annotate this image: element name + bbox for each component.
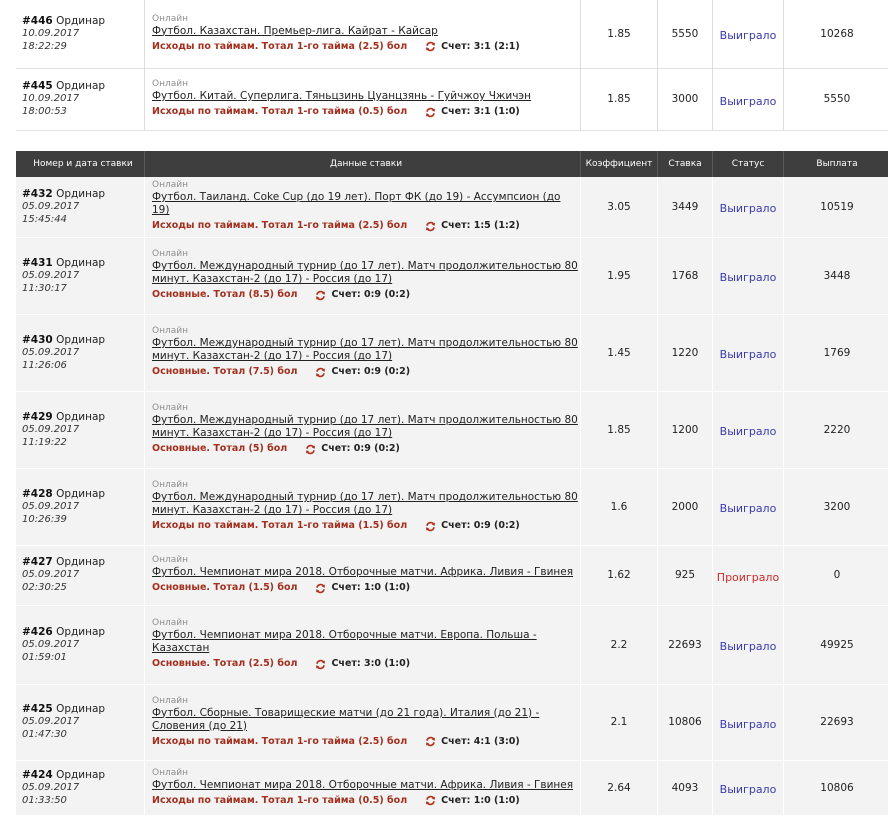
bet-mode: Онлайн bbox=[152, 13, 188, 24]
stake-cell: 2000 bbox=[658, 468, 713, 545]
coefficient-cell: 1.85 bbox=[581, 391, 658, 468]
bet-id-cell bbox=[16, 314, 145, 391]
payout-cell: 10519 bbox=[784, 177, 888, 237]
score-text: Счет: 3:0 (1:0) bbox=[331, 658, 411, 669]
bet-mode: Онлайн bbox=[152, 695, 188, 706]
bet-data-cell bbox=[145, 605, 581, 684]
bet-id-cell bbox=[16, 237, 145, 314]
bet-data-cell bbox=[145, 177, 581, 237]
bet-data-cell bbox=[145, 545, 581, 605]
bet-date: 05.09.2017 bbox=[22, 346, 80, 358]
bet-number: #431 bbox=[22, 256, 53, 269]
refresh-icon[interactable] bbox=[425, 795, 436, 806]
bet-type: Ординар bbox=[56, 14, 106, 27]
bet-id-cell bbox=[16, 0, 145, 68]
score-text: Счет: 3:1 (1:0) bbox=[441, 106, 520, 117]
refresh-icon[interactable] bbox=[425, 221, 436, 232]
bets-table-previous bbox=[16, 0, 888, 131]
table-row bbox=[16, 605, 888, 684]
bet-number: #425 bbox=[22, 703, 53, 715]
bet-type: Ординар bbox=[56, 333, 106, 346]
bet-data-cell bbox=[145, 237, 581, 314]
bet-id-cell bbox=[16, 68, 145, 130]
bet-mode: Онлайн bbox=[152, 555, 188, 565]
coefficient-cell: 2.1 bbox=[581, 684, 658, 760]
status-cell bbox=[713, 314, 784, 391]
bet-time: 11:19:22 bbox=[22, 436, 67, 448]
table-row bbox=[16, 684, 888, 760]
payout-cell: 22693 bbox=[784, 684, 888, 760]
bet-time: 01:33:50 bbox=[22, 794, 67, 806]
bet-id-cell bbox=[16, 605, 145, 684]
payout-cell: 3200 bbox=[784, 468, 888, 545]
bet-date: 05.09.2017 bbox=[22, 569, 80, 580]
bet-type: Ординар bbox=[56, 410, 106, 423]
bet-data-cell bbox=[145, 468, 581, 545]
bet-date: 05.09.2017 bbox=[22, 781, 80, 793]
outcome-text: Основные. Тотал (2.5) бол bbox=[152, 658, 298, 669]
bet-time: 11:30:17 bbox=[22, 282, 67, 294]
coefficient-cell: 2.2 bbox=[581, 605, 658, 684]
score-block bbox=[425, 735, 520, 749]
score-block bbox=[425, 219, 520, 233]
status-cell bbox=[713, 605, 784, 684]
bet-time: 15:45:44 bbox=[22, 213, 67, 225]
table-row bbox=[16, 760, 888, 815]
stake-cell: 4093 bbox=[658, 760, 713, 815]
bet-date: 10.09.2017 bbox=[22, 93, 80, 104]
status-cell bbox=[713, 468, 784, 545]
payout-cell: 10268 bbox=[784, 0, 888, 68]
outcome-text: Исходы по таймам. Тотал 1-го тайма (2.5) бол bbox=[152, 220, 408, 232]
table-row bbox=[16, 237, 888, 314]
score-block bbox=[305, 442, 400, 456]
event-link[interactable]: Футбол. Чемпионат мира 2018. Отборочные матчи. Африка. Ливия - Гвинея bbox=[152, 778, 574, 791]
bet-time: 11:26:06 bbox=[22, 359, 67, 371]
score-block bbox=[315, 365, 410, 379]
bet-number: #432 bbox=[22, 187, 53, 200]
refresh-icon[interactable] bbox=[315, 659, 326, 670]
coefficient-cell: 1.45 bbox=[581, 314, 658, 391]
bet-number: #446 bbox=[22, 14, 53, 27]
refresh-icon[interactable] bbox=[425, 521, 436, 532]
header-stake: Ставка bbox=[658, 151, 713, 177]
table-row bbox=[16, 545, 888, 605]
status-cell bbox=[713, 0, 784, 68]
bet-type: Ординар bbox=[56, 256, 106, 269]
stake-cell: 3000 bbox=[658, 68, 713, 130]
payout-cell: 10806 bbox=[784, 760, 888, 815]
bet-id-cell bbox=[16, 760, 145, 815]
status-badge: Выиграло bbox=[719, 640, 777, 653]
bet-mode: Онлайн bbox=[152, 403, 188, 413]
refresh-icon[interactable] bbox=[425, 736, 436, 747]
bet-date: 05.09.2017 bbox=[22, 638, 80, 650]
score-text: Счет: 0:9 (0:2) bbox=[441, 520, 520, 531]
status-badge: Выиграло bbox=[719, 94, 777, 108]
bet-mode: Онлайн bbox=[152, 326, 188, 336]
score-text: Счет: 0:9 (0:2) bbox=[331, 366, 411, 377]
status-badge: Выиграло bbox=[719, 502, 777, 515]
bet-date: 05.09.2017 bbox=[22, 200, 80, 212]
status-cell bbox=[713, 68, 784, 130]
score-block bbox=[425, 105, 520, 119]
outcome-text: Основные. Тотал (1.5) бол bbox=[152, 582, 298, 593]
bet-date: 05.09.2017 bbox=[22, 423, 80, 435]
bet-number: #430 bbox=[22, 333, 53, 346]
status-cell bbox=[713, 684, 784, 760]
status-badge: Выиграло bbox=[719, 717, 777, 731]
bet-mode: Онлайн bbox=[152, 618, 188, 628]
bet-type: Ординар bbox=[56, 703, 106, 715]
outcome-text: Исходы по таймам. Тотал 1-го тайма (2.5) бол bbox=[152, 40, 408, 52]
bet-time: 18:22:29 bbox=[22, 40, 67, 52]
outcome-text: Основные. Тотал (8.5) бол bbox=[152, 289, 298, 300]
score-block bbox=[315, 657, 410, 671]
score-text: Счет: 0:9 (0:2) bbox=[321, 443, 400, 454]
outcome-text: Основные. Тотал (7.5) бол bbox=[152, 366, 298, 377]
table-row bbox=[16, 68, 888, 130]
bet-date: 05.09.2017 bbox=[22, 716, 80, 727]
event-link[interactable]: Футбол. Китай. Суперлига. Тяньцзинь Цуанцзянь - Гуйчжоу Чжичэн bbox=[152, 90, 532, 102]
table-row bbox=[16, 468, 888, 545]
stake-cell: 22693 bbox=[658, 605, 713, 684]
bet-type: Ординар bbox=[56, 625, 106, 638]
header-coefficient: Коэффициент bbox=[581, 151, 658, 177]
coefficient-cell: 2.64 bbox=[581, 760, 658, 815]
score-block bbox=[425, 40, 520, 54]
table-row bbox=[16, 177, 888, 237]
bet-id-cell bbox=[16, 545, 145, 605]
bets-table bbox=[16, 151, 888, 816]
bet-id-cell bbox=[16, 468, 145, 545]
refresh-icon[interactable] bbox=[315, 367, 326, 378]
header-id-date: Номер и дата ставки bbox=[16, 151, 145, 177]
bet-id-cell bbox=[16, 684, 145, 760]
header-payout: Выплата bbox=[784, 151, 888, 177]
outcome-text: Исходы по таймам. Тотал 1-го тайма (2.5) бол bbox=[152, 735, 408, 747]
coefficient-cell: 1.6 bbox=[581, 468, 658, 545]
payout-cell: 0 bbox=[784, 545, 888, 605]
bet-data-cell bbox=[145, 684, 581, 760]
table-row bbox=[16, 314, 888, 391]
score-block bbox=[315, 288, 410, 302]
stake-cell: 1200 bbox=[658, 391, 713, 468]
coefficient-cell: 1.85 bbox=[581, 0, 658, 68]
stake-cell: 1220 bbox=[658, 314, 713, 391]
status-cell bbox=[713, 391, 784, 468]
bet-data-cell bbox=[145, 0, 581, 68]
bet-number: #426 bbox=[22, 625, 53, 638]
bet-type: Ординар bbox=[56, 187, 106, 200]
bet-mode: Онлайн bbox=[152, 249, 188, 259]
outcome-text: Основные. Тотал (5) бол bbox=[152, 443, 288, 454]
stake-cell: 925 bbox=[658, 545, 713, 605]
event-link[interactable]: Футбол. Международный турнир (до 17 лет). Матч продолжительностью 80 минут. Казахстан-2 (до 17) - Россия (до 17) bbox=[152, 260, 578, 285]
bet-number: #427 bbox=[22, 556, 53, 568]
refresh-icon[interactable] bbox=[425, 107, 436, 118]
bet-time: 18:00:53 bbox=[22, 106, 67, 117]
bet-data-cell bbox=[145, 314, 581, 391]
bet-number: #445 bbox=[22, 80, 53, 92]
payout-cell: 49925 bbox=[784, 605, 888, 684]
event-link[interactable]: Футбол. Таиланд. Coke Cup (до 19 лет). Порт ФК (до 19) - Ассумпсион (до 19) bbox=[152, 191, 561, 217]
bet-mode: Онлайн bbox=[152, 79, 188, 89]
refresh-icon[interactable] bbox=[305, 444, 316, 455]
score-text: Счет: 4:1 (3:0) bbox=[441, 735, 520, 747]
score-text: Счет: 0:9 (0:2) bbox=[331, 289, 411, 300]
refresh-icon[interactable] bbox=[425, 41, 436, 52]
status-badge: Выиграло bbox=[719, 348, 777, 361]
bet-time: 02:30:25 bbox=[22, 582, 67, 593]
status-badge: Выиграло bbox=[719, 783, 777, 796]
bet-mode: Онлайн bbox=[152, 767, 188, 778]
status-cell bbox=[713, 237, 784, 314]
bet-number: #428 bbox=[22, 487, 53, 500]
stake-cell: 5550 bbox=[658, 0, 713, 68]
event-link[interactable]: Футбол. Сборные. Товарищеские матчи (до 21 года). Италия (до 21) - Словения (до 21) bbox=[152, 706, 540, 732]
payout-cell: 3448 bbox=[784, 237, 888, 314]
score-text: Счет: 1:5 (1:2) bbox=[441, 220, 520, 232]
status-cell bbox=[713, 177, 784, 237]
event-link[interactable]: Футбол. Чемпионат мира 2018. Отборочные матчи. Европа. Польша - Казахстан bbox=[152, 629, 537, 654]
stake-cell: 1768 bbox=[658, 237, 713, 314]
bet-mode: Онлайн bbox=[152, 180, 188, 191]
coefficient-cell: 3.05 bbox=[581, 177, 658, 237]
coefficient-cell: 1.85 bbox=[581, 68, 658, 130]
bet-date: 10.09.2017 bbox=[22, 27, 80, 39]
status-badge: Проиграло bbox=[716, 570, 780, 584]
event-link[interactable]: Футбол. Международный турнир (до 17 лет). Матч продолжительностью 80 минут. Казахстан-2 (до 17) - Россия (до 17) bbox=[152, 491, 578, 516]
score-text: Счет: 1:0 (1:0) bbox=[441, 794, 520, 806]
bet-id-cell bbox=[16, 391, 145, 468]
score-text: Счет: 1:0 (1:0) bbox=[331, 582, 411, 593]
bet-data-cell bbox=[145, 391, 581, 468]
table-row bbox=[16, 0, 888, 68]
event-link[interactable]: Футбол. Международный турнир (до 17 лет). Матч продолжительностью 80 минут. Казахстан-2 (до 17) - Россия (до 17) bbox=[152, 337, 578, 362]
bet-date: 05.09.2017 bbox=[22, 500, 80, 512]
table-header-row bbox=[16, 151, 888, 177]
coefficient-cell: 1.62 bbox=[581, 545, 658, 605]
score-block bbox=[315, 581, 410, 595]
outcome-text: Исходы по таймам. Тотал 1-го тайма (0.5) бол bbox=[152, 106, 408, 117]
outcome-text: Исходы по таймам. Тотал 1-го тайма (0.5) бол bbox=[152, 794, 408, 806]
bet-date: 05.09.2017 bbox=[22, 269, 80, 281]
bet-time: 10:26:39 bbox=[22, 513, 67, 525]
bet-data-cell bbox=[145, 760, 581, 815]
payout-cell: 1769 bbox=[784, 314, 888, 391]
event-link[interactable]: Футбол. Международный турнир (до 17 лет). Матч продолжительностью 80 минут. Казахстан-2 (до 17) - Россия (до 17) bbox=[152, 414, 578, 439]
bet-id-cell bbox=[16, 177, 145, 237]
bet-type: Ординар bbox=[56, 556, 106, 568]
refresh-icon[interactable] bbox=[315, 583, 326, 594]
bet-number: #429 bbox=[22, 410, 53, 423]
status-badge: Выиграло bbox=[719, 425, 777, 438]
bet-type: Ординар bbox=[56, 768, 106, 781]
bet-time: 01:47:30 bbox=[22, 729, 67, 740]
score-block bbox=[425, 519, 520, 533]
score-text: Счет: 3:1 (2:1) bbox=[441, 40, 520, 52]
table-row bbox=[16, 391, 888, 468]
bet-mode: Онлайн bbox=[152, 480, 188, 490]
header-bet-data: Данные ставки bbox=[145, 151, 581, 177]
status-badge: Выиграло bbox=[719, 202, 777, 216]
bet-number: #424 bbox=[22, 768, 53, 781]
refresh-icon[interactable] bbox=[315, 290, 326, 301]
bet-time: 01:59:01 bbox=[22, 651, 67, 663]
bet-type: Ординар bbox=[56, 487, 106, 500]
status-badge: Выиграло bbox=[719, 29, 777, 43]
event-link[interactable]: Футбол. Чемпионат мира 2018. Отборочные матчи. Африка. Ливия - Гвинея bbox=[152, 566, 574, 578]
payout-cell: 2220 bbox=[784, 391, 888, 468]
header-status: Статус bbox=[713, 151, 784, 177]
stake-cell: 3449 bbox=[658, 177, 713, 237]
coefficient-cell: 1.95 bbox=[581, 237, 658, 314]
score-block bbox=[425, 794, 520, 808]
status-badge: Выиграло bbox=[719, 271, 777, 284]
status-cell bbox=[713, 545, 784, 605]
payout-cell: 5550 bbox=[784, 68, 888, 130]
event-link[interactable]: Футбол. Казахстан. Премьер-лига. Кайрат - Кайсар bbox=[152, 24, 438, 37]
bet-type: Ординар bbox=[56, 80, 106, 92]
status-cell bbox=[713, 760, 784, 815]
outcome-text: Исходы по таймам. Тотал 1-го тайма (1.5) бол bbox=[152, 520, 408, 531]
bet-data-cell bbox=[145, 68, 581, 130]
stake-cell: 10806 bbox=[658, 684, 713, 760]
